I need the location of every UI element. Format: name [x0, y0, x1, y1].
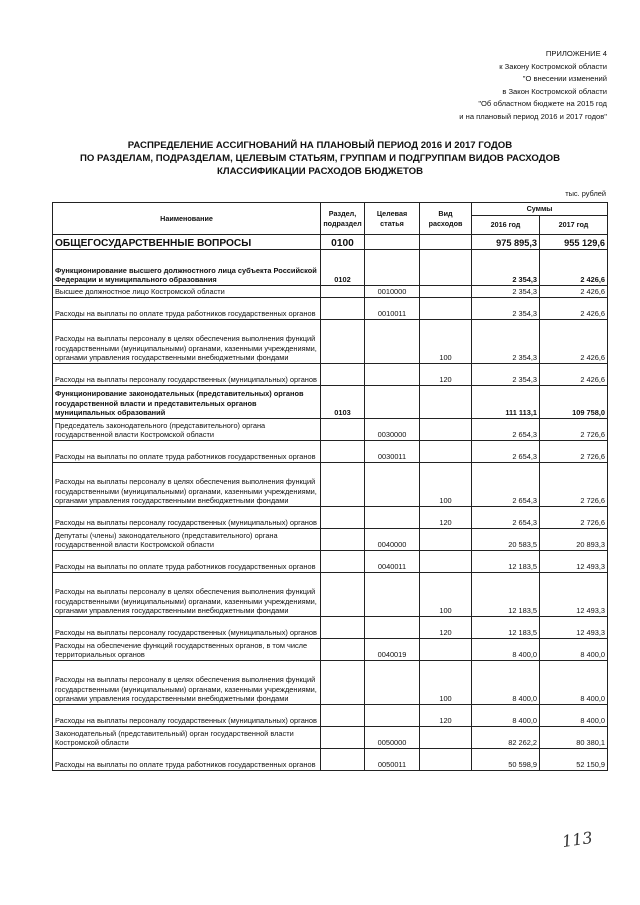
cell-section	[321, 551, 365, 573]
cell-name: Расходы на выплаты персоналу государственных (муниципальных) органов	[53, 617, 321, 639]
cell-section	[321, 286, 365, 298]
title-line: РАСПРЕДЕЛЕНИЕ АССИГНОВАНИЙ НА ПЛАНОВЫЙ ПЕРИОД 2016 И 2017 ГОДОВ	[127, 140, 513, 151]
cell-2017: 955 129,6	[540, 235, 608, 250]
cell-2017: 2 726,6	[540, 441, 608, 463]
cell-2016: 12 183,5	[472, 617, 540, 639]
appendix-line: "Об областном бюджете на 2015 год	[478, 99, 607, 109]
cell-target: 0030011	[365, 441, 420, 463]
cell-section	[321, 298, 365, 320]
cell-name: Расходы на выплаты персоналу в целях обеспечения выполнения функций государственными (муниципальными) органами, казенными учреждениями, органами управления государственными внебюджетными фондами	[53, 463, 321, 507]
cell-2016: 20 583,5	[472, 529, 540, 551]
cell-2017: 8 400,0	[540, 661, 608, 705]
cell-name: Расходы на выплаты персоналу государственных (муниципальных) органов	[53, 705, 321, 727]
budget-table	[52, 202, 608, 771]
cell-kind	[420, 727, 472, 749]
cell-2017: 80 380,1	[540, 727, 608, 749]
cell-name: Законодательный (представительный) орган государственной власти Костромской области	[53, 727, 321, 749]
cell-kind: 100	[420, 320, 472, 364]
cell-kind	[420, 298, 472, 320]
cell-target	[365, 617, 420, 639]
cell-name: Депутаты (члены) законодательного (представительного) органа государственной власти Костромской области	[53, 529, 321, 551]
appendix-line: в Закон Костромской области	[502, 86, 607, 96]
cell-2017: 2 726,6	[540, 419, 608, 441]
title-line: КЛАССИФИКАЦИИ РАСХОДОВ БЮДЖЕТОВ	[216, 166, 423, 178]
table-row	[53, 298, 608, 320]
cell-target: 0030000	[365, 419, 420, 441]
units-label: тыс. рублей	[565, 189, 606, 198]
table-row	[53, 661, 608, 705]
header-sums: Суммы	[472, 203, 608, 216]
cell-2017: 109 758,0	[540, 386, 608, 419]
cell-2016: 2 354,3	[472, 250, 540, 286]
cell-kind	[420, 286, 472, 298]
cell-2017: 12 493,3	[540, 551, 608, 573]
cell-section	[321, 727, 365, 749]
cell-2017: 8 400,0	[540, 705, 608, 727]
cell-name: Расходы на обеспечение функций государственных органов, в том числе территориальных органов	[53, 639, 321, 661]
cell-section	[321, 419, 365, 441]
table-row	[53, 364, 608, 386]
cell-2017: 20 893,3	[540, 529, 608, 551]
cell-target	[365, 235, 420, 250]
cell-target: 0010011	[365, 298, 420, 320]
cell-name: Расходы на выплаты персоналу в целях обеспечения выполнения функций государственными (муниципальными) органами, казенными учреждениями, органами управления государственными внебюджетными фондами	[53, 320, 321, 364]
cell-target	[365, 386, 420, 419]
cell-kind: 120	[420, 364, 472, 386]
header-name: Наименование	[53, 203, 321, 235]
cell-kind: 100	[420, 463, 472, 507]
cell-target	[365, 661, 420, 705]
cell-2016: 2 354,3	[472, 298, 540, 320]
cell-2016: 82 262,2	[472, 727, 540, 749]
cell-kind: 120	[420, 507, 472, 529]
cell-section	[321, 661, 365, 705]
table-row	[53, 441, 608, 463]
cell-2017: 12 493,3	[540, 573, 608, 617]
cell-name: Расходы на выплаты по оплате труда работников государственных органов	[53, 298, 321, 320]
cell-section: 0102	[321, 250, 365, 286]
table-row	[53, 573, 608, 617]
table-row	[53, 463, 608, 507]
cell-section	[321, 639, 365, 661]
cell-target: 0050000	[365, 727, 420, 749]
appendix-line: к Закону Костромской области	[499, 61, 607, 71]
cell-2016: 2 654,3	[472, 463, 540, 507]
cell-2016: 2 654,3	[472, 419, 540, 441]
cell-section	[321, 617, 365, 639]
document-title	[40, 139, 600, 179]
page-number: 113	[560, 827, 594, 852]
cell-kind	[420, 235, 472, 250]
cell-name: Расходы на выплаты персоналу в целях обеспечения выполнения функций государственными (муниципальными) органами, казенными учреждениями, органами управления государственными внебюджетными фондами	[53, 573, 321, 617]
cell-target: 0050011	[365, 749, 420, 771]
cell-kind: 120	[420, 705, 472, 727]
table-row	[53, 749, 608, 771]
table-row	[53, 286, 608, 298]
cell-2017: 2 426,6	[540, 286, 608, 298]
header-2017: 2017 год	[540, 216, 608, 235]
cell-section	[321, 364, 365, 386]
table-row	[53, 507, 608, 529]
cell-2016: 2 654,3	[472, 507, 540, 529]
cell-section	[321, 507, 365, 529]
table-row	[53, 250, 608, 286]
cell-target	[365, 573, 420, 617]
cell-name: Высшее должностное лицо Костромской области	[53, 286, 321, 298]
cell-target: 0040011	[365, 551, 420, 573]
cell-section	[321, 441, 365, 463]
cell-name: Расходы на выплаты персоналу в целях обеспечения выполнения функций государственными (муниципальными) органами, казенными учреждениями, органами управления государственными внебюджетными фондами	[53, 661, 321, 705]
cell-2016: 2 354,3	[472, 286, 540, 298]
cell-section	[321, 463, 365, 507]
cell-name: Расходы на выплаты по оплате труда работников государственных органов	[53, 551, 321, 573]
cell-name: Расходы на выплаты персоналу государственных (муниципальных) органов	[53, 507, 321, 529]
cell-2017: 2 426,6	[540, 250, 608, 286]
cell-target	[365, 463, 420, 507]
table-row	[53, 320, 608, 364]
cell-kind	[420, 639, 472, 661]
cell-2017: 2 426,6	[540, 298, 608, 320]
table-row	[53, 551, 608, 573]
cell-section	[321, 749, 365, 771]
cell-name: Функционирование законодательных (представительных) органов государственной власти и представительных органов муниципальных образований	[53, 386, 321, 419]
cell-2016: 8 400,0	[472, 661, 540, 705]
cell-2016: 8 400,0	[472, 705, 540, 727]
header-target: Целевая статья	[365, 203, 420, 235]
cell-2016: 2 354,3	[472, 364, 540, 386]
table-row	[53, 705, 608, 727]
cell-2016: 111 113,1	[472, 386, 540, 419]
table-row	[53, 529, 608, 551]
cell-target	[365, 507, 420, 529]
cell-target: 0040019	[365, 639, 420, 661]
cell-kind	[420, 386, 472, 419]
cell-2016: 50 598,9	[472, 749, 540, 771]
cell-section: 0100	[321, 235, 365, 250]
table-row	[53, 727, 608, 749]
cell-name: Расходы на выплаты по оплате труда работников государственных органов	[53, 749, 321, 771]
cell-2017: 2 726,6	[540, 463, 608, 507]
cell-2017: 12 493,3	[540, 617, 608, 639]
appendix-block	[400, 48, 607, 124]
cell-section	[321, 705, 365, 727]
cell-name: Председатель законодательного (представительного) органа государственной власти Костромской области	[53, 419, 321, 441]
header-section: Раздел, подраздел	[321, 203, 365, 235]
cell-2016: 975 895,3	[472, 235, 540, 250]
cell-name: Расходы на выплаты персоналу государственных (муниципальных) органов	[53, 364, 321, 386]
table-row	[53, 617, 608, 639]
cell-kind	[420, 250, 472, 286]
cell-kind	[420, 419, 472, 441]
cell-2016: 12 183,5	[472, 551, 540, 573]
cell-target: 0010000	[365, 286, 420, 298]
cell-name: ОБЩЕГОСУДАРСТВЕННЫЕ ВОПРОСЫ	[53, 235, 321, 250]
cell-kind	[420, 441, 472, 463]
appendix-line: ПРИЛОЖЕНИЕ 4	[545, 49, 607, 58]
cell-name: Функционирование высшего должностного лица субъекта Российской Федерации и муниципального образования	[53, 250, 321, 286]
cell-section	[321, 573, 365, 617]
cell-2016: 2 354,3	[472, 320, 540, 364]
cell-2017: 52 150,9	[540, 749, 608, 771]
table-row	[53, 419, 608, 441]
cell-2017: 8 400,0	[540, 639, 608, 661]
title-line: ПО РАЗДЕЛАМ, ПОДРАЗДЕЛАМ, ЦЕЛЕВЫМ СТАТЬЯМ, ГРУППАМ И ПОДГРУППАМ ВИДОВ РАСХОДОВ	[80, 153, 560, 165]
cell-section: 0103	[321, 386, 365, 419]
cell-2016: 8 400,0	[472, 639, 540, 661]
cell-kind	[420, 551, 472, 573]
header-kind: Вид расходов	[420, 203, 472, 235]
table-row	[53, 639, 608, 661]
cell-kind: 120	[420, 617, 472, 639]
appendix-line: и на плановый период 2016 и 2017 годов"	[459, 111, 607, 121]
cell-kind: 100	[420, 661, 472, 705]
table-row	[53, 235, 608, 250]
cell-2017: 2 726,6	[540, 507, 608, 529]
cell-name: Расходы на выплаты по оплате труда работников государственных органов	[53, 441, 321, 463]
cell-target	[365, 320, 420, 364]
cell-kind: 100	[420, 573, 472, 617]
cell-2016: 12 183,5	[472, 573, 540, 617]
cell-section	[321, 320, 365, 364]
cell-target	[365, 250, 420, 286]
cell-2017: 2 426,6	[540, 364, 608, 386]
cell-section	[321, 529, 365, 551]
cell-target	[365, 705, 420, 727]
cell-target: 0040000	[365, 529, 420, 551]
header-2016: 2016 год	[472, 216, 540, 235]
cell-kind	[420, 749, 472, 771]
appendix-line: "О внесении изменений	[522, 74, 607, 84]
table-body	[53, 235, 608, 771]
table-row	[53, 386, 608, 419]
cell-kind	[420, 529, 472, 551]
cell-target	[365, 364, 420, 386]
cell-2017: 2 426,6	[540, 320, 608, 364]
cell-2016: 2 654,3	[472, 441, 540, 463]
